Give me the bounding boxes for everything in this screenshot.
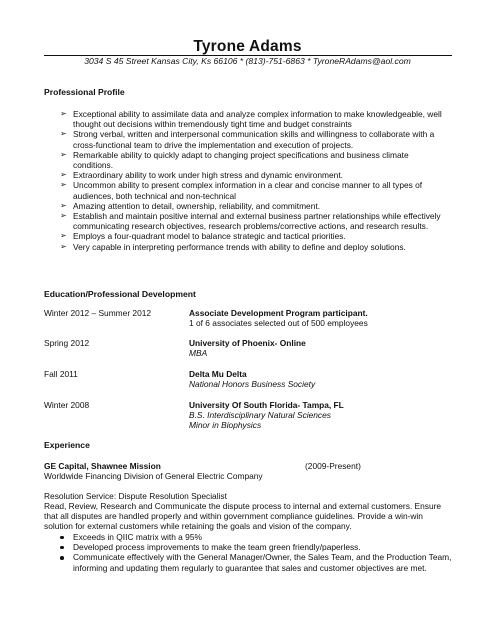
profile-item: ➢ Very capable in interpreting performance trends with ability to define and deploy solutions. <box>60 241 406 252</box>
education-subtitle: National Honors Business Society <box>189 379 316 390</box>
arrow-bullet-icon: ➢ <box>60 149 67 159</box>
employment-dates: (2009-Present) <box>305 461 361 471</box>
education-heading: Education/Professional Development <box>44 289 196 299</box>
bullet-dot-icon <box>60 546 64 550</box>
arrow-bullet-icon: ➢ <box>60 200 67 210</box>
experience-heading: Experience <box>44 440 90 450</box>
education-date: Winter 2012 – Summer 2012 <box>44 308 152 318</box>
profile-item: ➢ Extraordinary ability to work under high stress and dynamic environment. <box>60 170 343 181</box>
company-name: GE Capital, Shawnee Mission <box>44 461 161 471</box>
experience-bullets <box>60 532 455 573</box>
job-description: Read, Review, Research and Communicate the dispute process to internal and external customers. Ensure that all disputes are handled properly and within government compliance guidelines. Provide a win-win solution for external customers while retaining the goals and vision of the company. <box>44 501 442 532</box>
experience-bullet: Exceeds in QIIC matrix with a 95% <box>60 532 455 542</box>
contact-line: 3034 S 45 Street Kansas City, Ks 66106 * (813)-751-6863 * TyroneRAdams@aol.com <box>84 56 411 66</box>
experience-bullet: Developed process improvements to make the team green friendly/paperless. <box>60 542 455 552</box>
profile-item: ➢ Amazing attention to detail, ownership, reliability, and commitment. <box>60 200 321 211</box>
education-date: Winter 2008 <box>44 400 90 410</box>
education-minor: Minor in Biophysics <box>189 420 262 431</box>
profile-list <box>60 109 450 252</box>
education-title: University Of South Florida- Tampa, FL <box>189 400 344 410</box>
education-title: Delta Mu Delta <box>189 369 247 379</box>
education-subtitle: 1 of 6 associates selected out of 500 employees <box>189 318 368 329</box>
job-role: Resolution Service: Dispute Resolution Specialist <box>44 491 227 501</box>
education-title: Associate Development Program participant. <box>189 308 368 318</box>
profile-item: ➢ Uncommon ability to present complex information in a clear and concise manner to all types of audiences, both technical and non-technical <box>60 180 423 201</box>
education-title: University of Phoenix- Online <box>189 338 306 348</box>
arrow-bullet-icon: ➢ <box>60 180 67 190</box>
company-division: Worldwide Financing Division of General Electric Company <box>44 471 263 482</box>
education-subtitle: MBA <box>189 348 208 359</box>
experience-bullet: Communicate effectively with the General Manager/Owner, the Sales Team, and the Production Team, informing and updating them regularly to guarantee that sales and customer objectives are met. <box>60 552 455 572</box>
profile-item: ➢ Strong verbal, written and interpersonal communication skills and willingness to collaborate with a cross-functional team to drive the implementation and execution of projects. <box>60 129 435 150</box>
profile-item: ➢ Establish and maintain positive internal and external business partner relationships while effectively communicating research objectives, research problems/corrective actions, and research results. <box>60 211 441 232</box>
arrow-bullet-icon: ➢ <box>60 109 67 118</box>
profile-item: ➢ Exceptional ability to assimilate data and analyze complex information to make knowledgeable, well thought out decisions within tremendously tight time and budget constraints <box>60 109 442 130</box>
arrow-bullet-icon: ➢ <box>60 129 67 139</box>
experience-header <box>44 461 454 481</box>
education-subtitle: B.S. Interdisciplinary Natural Sciences <box>189 410 331 421</box>
arrow-bullet-icon: ➢ <box>60 231 67 241</box>
candidate-name: Tyrone Adams <box>193 38 302 55</box>
bullet-dot-icon <box>60 536 64 540</box>
education-detail <box>189 338 454 358</box>
bullet-dot-icon <box>60 556 64 560</box>
education-detail <box>189 369 454 389</box>
arrow-bullet-icon: ➢ <box>60 170 67 180</box>
education-detail <box>189 400 454 431</box>
arrow-bullet-icon: ➢ <box>60 241 67 251</box>
education-date: Spring 2012 <box>44 338 90 348</box>
profile-item: ➢ Remarkable ability to quickly adapt to changing project specifications and business climate conditions. <box>60 149 409 171</box>
arrow-bullet-icon: ➢ <box>60 211 67 221</box>
education-detail <box>189 308 454 328</box>
profile-heading: Professional Profile <box>44 87 125 97</box>
profile-item: ➢ Employs a four-quadrant model to balance strategic and tactical priorities. <box>60 231 346 242</box>
education-date: Fall 2011 <box>44 369 78 379</box>
